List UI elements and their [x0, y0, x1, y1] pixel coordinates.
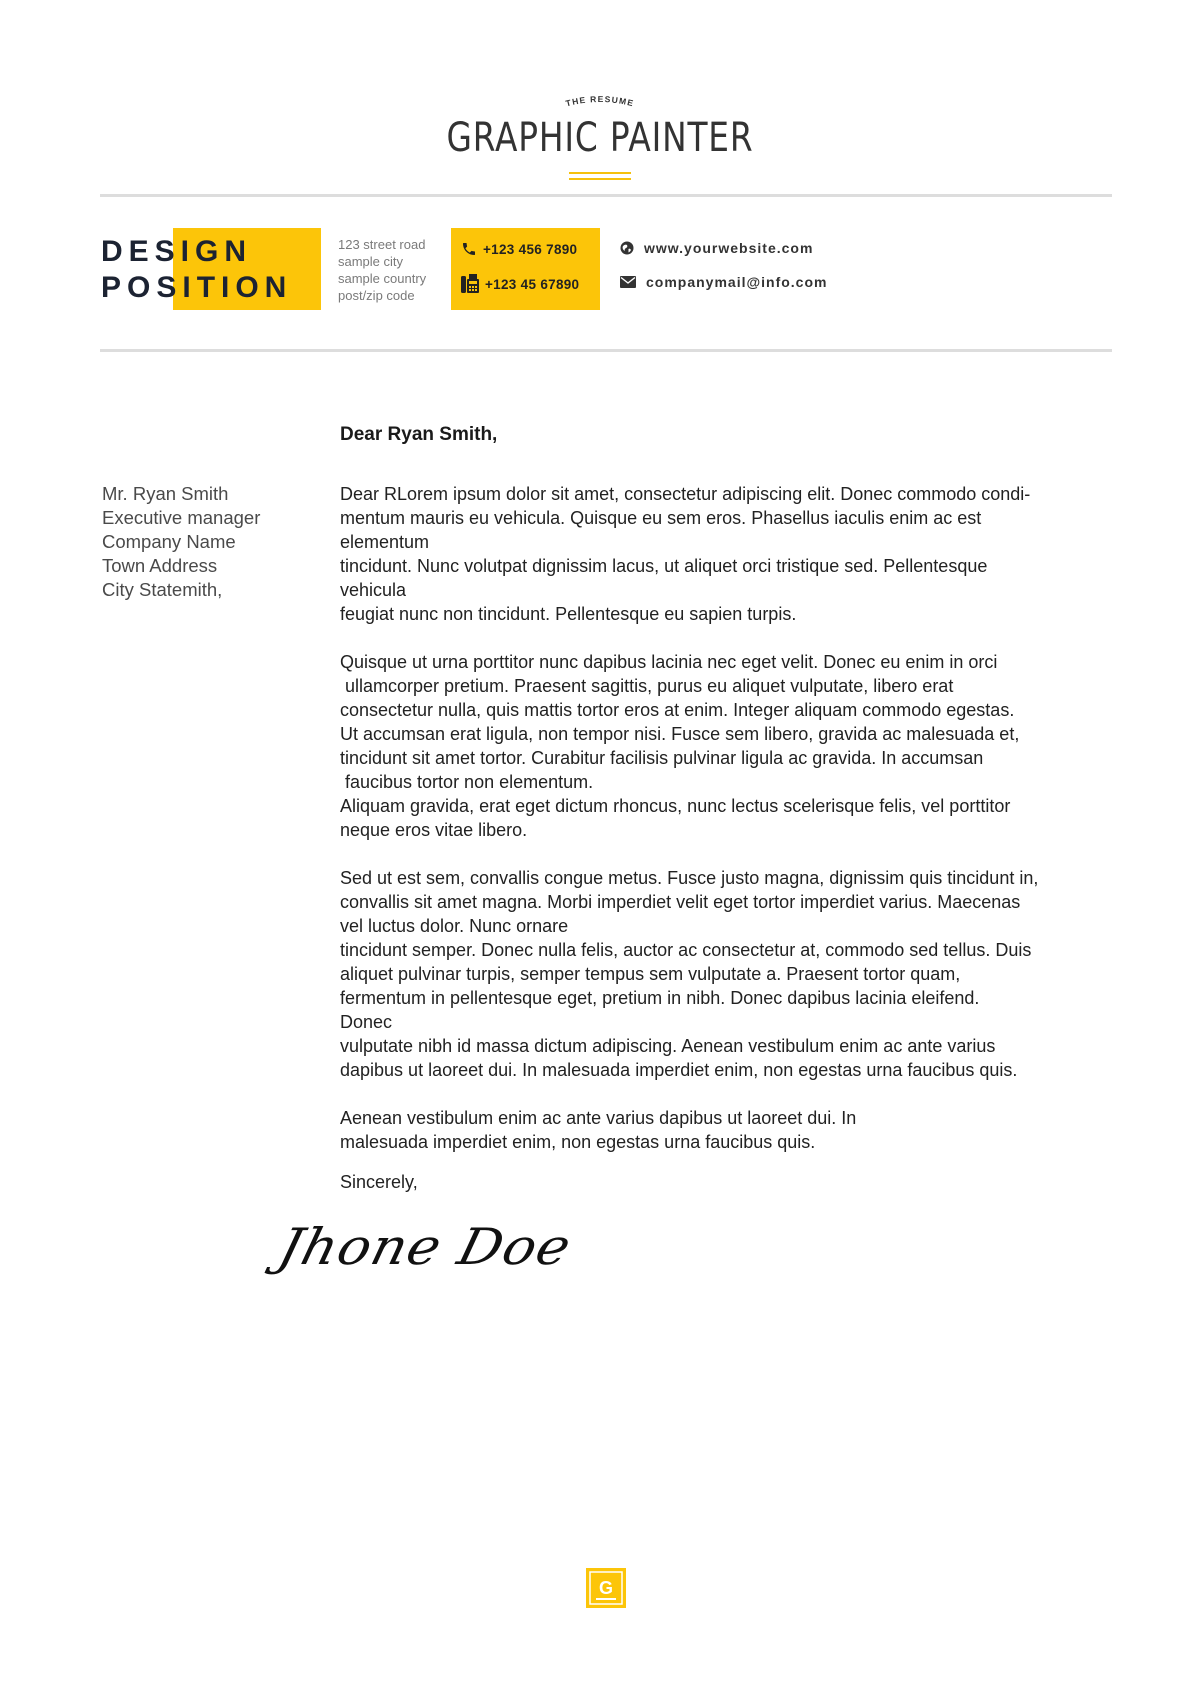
body-line: malesuada imperdiet enim, non egestas urna faucibus quis.	[340, 1132, 816, 1152]
body-line: elementum	[340, 532, 430, 552]
body-line: vel luctus dolor. Nunc ornare	[340, 916, 569, 936]
address-line: sample city	[338, 254, 404, 269]
svg-text:THE RESUME	[565, 94, 636, 108]
body-line: Dear RLorem ipsum dolor sit amet, consectetur adipiscing elit. Donec commodo condi-	[340, 484, 1031, 504]
phone-box	[451, 228, 600, 310]
brand-tagline: THE RESUME	[564, 93, 636, 109]
body-line: Ut accumsan erat ligula, non tempor nisi. Fusce sem libero, gravida ac malesuada et,	[340, 724, 1020, 744]
body-line: aliquet pulvinar turpis, semper tempus sem vulputate a. Praesent tortor quam,	[340, 964, 961, 984]
body-line: fermentum in pellentesque eget, pretium in nibh. Donec dapibus lacinia eleifend.	[340, 988, 980, 1008]
tagline-arc	[530, 88, 670, 114]
recipient-company: Company Name	[102, 531, 236, 552]
address-line: post/zip code	[338, 288, 415, 303]
phone-row	[461, 241, 577, 257]
address-line: sample country	[338, 271, 427, 286]
body-line: consectetur nulla, quis mattis tortor eros at enim. Integer aliquam commodo egestas.	[340, 700, 1015, 720]
body-line: tincidunt semper. Donec nulla felis, auctor ac consectetur at, commodo sed tellus. Duis	[340, 940, 1032, 960]
paragraph	[340, 650, 1100, 842]
body-line: Quisque ut urna porttitor nunc dapibus lacinia nec eget velit. Donec eu enim in orci	[340, 652, 998, 672]
job-title-line1: DESIGN	[101, 235, 253, 268]
recipient-name: Mr. Ryan Smith	[102, 483, 229, 504]
website-link[interactable]: www.yourwebsite.com	[644, 240, 814, 256]
recipient-block	[102, 482, 260, 602]
paragraph	[340, 482, 1100, 626]
phone-icon	[461, 241, 477, 257]
body-line: Donec	[340, 1012, 393, 1032]
body-line: Aenean vestibulum enim ac ante varius dapibus ut laoreet dui. In	[340, 1108, 857, 1128]
recipient-city: City Statemith,	[102, 579, 223, 600]
address-block	[338, 236, 426, 304]
email-row	[620, 274, 827, 290]
email-link[interactable]: companymail@info.com	[646, 274, 828, 290]
masthead	[0, 88, 1200, 184]
paragraph	[340, 866, 1100, 1082]
address-line: 123 street road	[338, 237, 426, 252]
fax-row	[461, 274, 579, 294]
recipient-role: Executive manager	[102, 507, 261, 528]
body-line: dapibus ut laoreet dui. In malesuada imperdiet enim, non egestas urna faucibus quis.	[340, 1060, 1018, 1080]
logo-letter: G	[598, 1578, 614, 1598]
salutation: Dear Ryan Smith,	[340, 424, 498, 445]
body-line: Sed ut est sem, convallis congue metus. Fusce justo magna, dignissim quis tincidunt in,	[340, 868, 1039, 888]
letter-body	[340, 482, 1100, 1178]
body-line: Aliquam gravida, erat eget dictum rhoncus, nunc lectus scelerisque felis, vel porttitor	[340, 796, 1011, 816]
brand-logo-icon	[586, 1568, 626, 1608]
job-title	[101, 234, 292, 306]
body-line: ullamcorper pretium. Praesent sagittis, purus eu aliquet vulputate, libero erat	[340, 676, 954, 696]
body-line: tincidunt. Nunc volutpat dignissim lacus, ut aliquet orci tristique sed. Pellentesque	[340, 556, 988, 576]
website-row	[620, 240, 813, 256]
body-line: convallis sit amet magna. Morbi imperdiet velit eget tortor imperdiet varius. Maecenas	[340, 892, 1021, 912]
header-divider-bottom	[100, 349, 1112, 352]
body-line: vehicula	[340, 580, 407, 600]
closing: Sincerely,	[340, 1172, 418, 1192]
body-line: feugiat nunc non tincidunt. Pellentesque eu sapien turpis.	[340, 604, 797, 624]
signature: Jhone Doe	[272, 1218, 578, 1276]
brand-underline	[569, 172, 631, 180]
recipient-address: Town Address	[102, 555, 218, 576]
mail-icon	[620, 276, 636, 288]
job-title-line2: POSITION	[101, 271, 293, 304]
body-line: tincidunt sit amet tortor. Curabitur facilisis pulvinar ligula ac gravida. In accumsan	[340, 748, 984, 768]
body-line: neque eros vitae libero.	[340, 820, 528, 840]
fax-number[interactable]: +123 45 67890	[485, 276, 580, 292]
globe-icon	[620, 241, 634, 255]
header-divider-top	[100, 194, 1112, 197]
phone-number[interactable]: +123 456 7890	[483, 241, 578, 257]
body-line: vulputate nibh id massa dictum adipiscing. Aenean vestibulum enim ac ante varius	[340, 1036, 996, 1056]
body-line: faucibus tortor non elementum.	[340, 772, 594, 792]
fax-icon	[461, 274, 479, 294]
brand-name: GRAPHIC PAINTER	[446, 115, 754, 161]
paragraph	[340, 1106, 1100, 1154]
title-block	[101, 228, 321, 310]
body-line: mentum mauris eu vehicula. Quisque eu sem eros. Phasellus iaculis enim ac est	[340, 508, 982, 528]
